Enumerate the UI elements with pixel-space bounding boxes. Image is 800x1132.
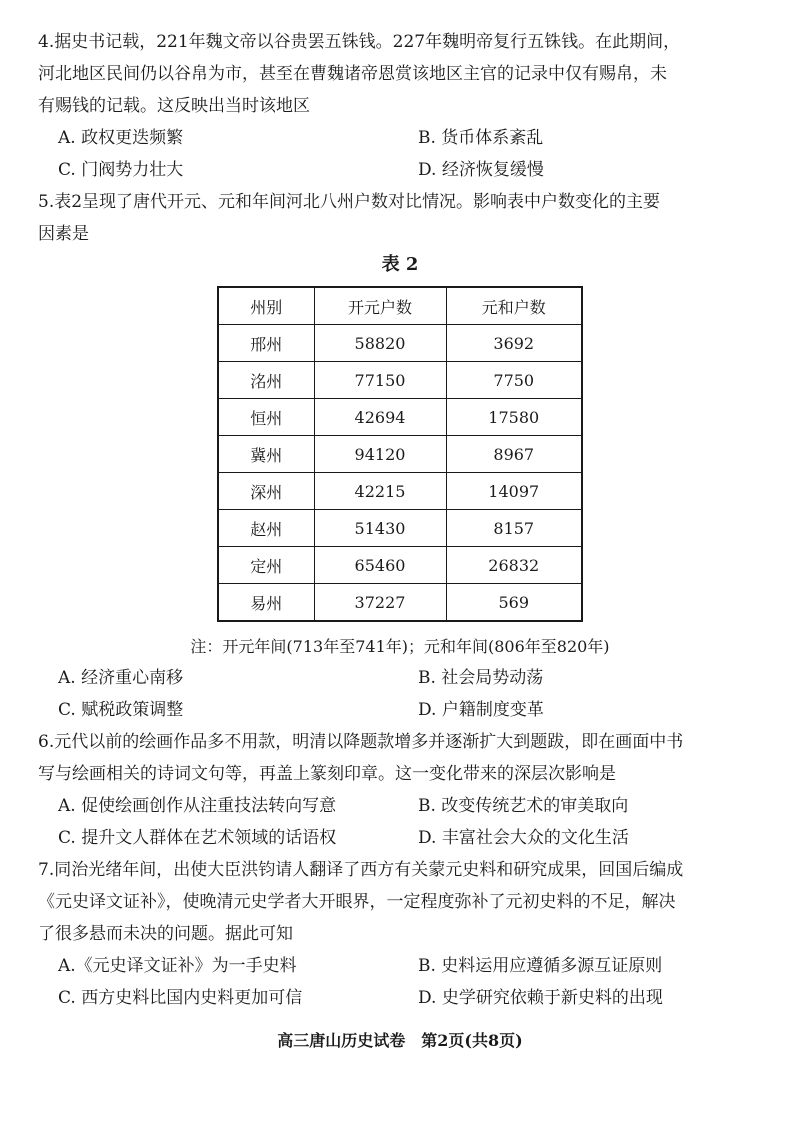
table-row bbox=[218, 473, 582, 510]
table-cell: 65460 bbox=[314, 547, 446, 584]
table-row bbox=[218, 584, 582, 622]
table-row bbox=[218, 436, 582, 473]
question-5-options-block bbox=[38, 662, 768, 726]
table-cell: 94120 bbox=[314, 436, 446, 473]
question-5-option-a: A. 经济重心南移 bbox=[58, 668, 184, 688]
question-4-options bbox=[58, 122, 768, 186]
table-cell: 51430 bbox=[314, 510, 446, 547]
question-5-options bbox=[58, 662, 768, 726]
question-5-option-c: C. 赋税政策调整 bbox=[58, 700, 184, 720]
table-row bbox=[218, 325, 582, 362]
table-header-cell: 开元户数 bbox=[314, 287, 446, 325]
question-4-stem-line-1: 4.据史书记载，221年魏文帝以谷贵罢五铢钱。227年魏明帝复行五铢钱。在此期间， bbox=[38, 32, 681, 52]
table-cell: 17580 bbox=[446, 399, 582, 436]
question-6-option-c: C. 提升文人群体在艺术领域的话语权 bbox=[58, 828, 337, 848]
table-header-cell: 元和户数 bbox=[446, 287, 582, 325]
table-cell: 冀州 bbox=[218, 436, 314, 473]
question-6-stem-line-2: 写与绘画相关的诗词文句等，再盖上篆刻印章。这一变化带来的深层次影响是 bbox=[38, 764, 616, 784]
table-cell: 恒州 bbox=[218, 399, 314, 436]
question-7-option-a: A.《元史译文证补》为一手史料 bbox=[58, 956, 297, 976]
table-cell: 7750 bbox=[446, 362, 582, 399]
question-7-option-d: D. 史学研究依赖于新史料的出现 bbox=[418, 988, 663, 1008]
question-4-option-a: A. 政权更迭频繁 bbox=[58, 128, 184, 148]
question-7-option-b: B. 史料运用应遵循多源互证原则 bbox=[418, 956, 663, 976]
question-6-option-b: B. 改变传统艺术的审美取向 bbox=[418, 796, 629, 816]
table-cell: 赵州 bbox=[218, 510, 314, 547]
question-7-stem-line-1: 7.同治光绪年间，出使大臣洪钧请人翻译了西方有关蒙元史料和研究成果，回国后编成 bbox=[38, 860, 684, 880]
question-6 bbox=[38, 726, 768, 854]
question-5-option-d: D. 户籍制度变革 bbox=[418, 700, 544, 720]
table-row bbox=[218, 399, 582, 436]
question-7-stem-line-2: 《元史译文证补》，使晚清元史学者大开眼界，一定程度弥补了元初史料的不足，解决 bbox=[38, 892, 676, 912]
household-table bbox=[217, 286, 583, 622]
question-4-option-c: C. 门阀势力壮大 bbox=[58, 160, 184, 180]
table-header-cell: 州别 bbox=[218, 287, 314, 325]
table-row bbox=[218, 510, 582, 547]
question-6-options bbox=[58, 790, 768, 854]
question-5-option-b: B. 社会局势动荡 bbox=[418, 668, 544, 688]
question-4-stem-line-3: 有赐钱的记载。这反映出当时该地区 bbox=[38, 96, 310, 116]
table-cell: 深州 bbox=[218, 473, 314, 510]
question-6-option-d: D. 丰富社会大众的文化生活 bbox=[418, 828, 629, 848]
question-4-option-b: B. 货币体系紊乱 bbox=[418, 128, 544, 148]
table-cell: 3692 bbox=[446, 325, 582, 362]
question-5-stem-line-2: 因素是 bbox=[38, 224, 89, 244]
table-row bbox=[218, 547, 582, 584]
question-4 bbox=[38, 26, 768, 186]
table-cell: 8157 bbox=[446, 510, 582, 547]
table-cell: 26832 bbox=[446, 547, 582, 584]
table-cell: 8967 bbox=[446, 436, 582, 473]
table-cell: 邢州 bbox=[218, 325, 314, 362]
table-cell: 定州 bbox=[218, 547, 314, 584]
table-cell: 洺州 bbox=[218, 362, 314, 399]
table-cell: 42694 bbox=[314, 399, 446, 436]
question-5-stem-line-1: 5.表2呈现了唐代开元、元和年间河北八州户数对比情况。影响表中户数变化的主要 bbox=[38, 192, 661, 212]
question-7-options bbox=[58, 950, 768, 1014]
table-cell: 14097 bbox=[446, 473, 582, 510]
table-cell: 77150 bbox=[314, 362, 446, 399]
table-note: 注：开元年间(713年至741年)；元和年间(806年至820年) bbox=[190, 637, 610, 656]
question-5 bbox=[38, 186, 768, 250]
question-6-stem-line-1: 6.元代以前的绘画作品多不用款，明清以降题款增多并逐渐扩大到题跋，即在画面中书 bbox=[38, 732, 684, 752]
table-title: 表 2 bbox=[381, 254, 419, 275]
question-4-option-d: D. 经济恢复缓慢 bbox=[418, 160, 544, 180]
question-7 bbox=[38, 854, 768, 1014]
table-cell: 37227 bbox=[314, 584, 446, 622]
question-6-option-a: A. 促使绘画创作从注重技法转向写意 bbox=[58, 796, 337, 816]
table-header-row bbox=[218, 287, 582, 325]
question-7-stem-line-3: 了很多悬而未决的问题。据此可知 bbox=[38, 924, 293, 944]
question-4-stem-line-2: 河北地区民间仍以谷帛为市，甚至在曹魏诸帝恩赏该地区主官的记录中仅有赐帛，未 bbox=[38, 64, 667, 84]
table-cell: 58820 bbox=[314, 325, 446, 362]
table-cell: 42215 bbox=[314, 473, 446, 510]
table-cell: 569 bbox=[446, 584, 582, 622]
page-footer: 高三唐山历史试卷 第2页(共8页) bbox=[277, 1031, 523, 1050]
question-7-option-c: C. 西方史料比国内史料更加可信 bbox=[58, 988, 303, 1008]
table-row bbox=[218, 362, 582, 399]
table-cell: 易州 bbox=[218, 584, 314, 622]
